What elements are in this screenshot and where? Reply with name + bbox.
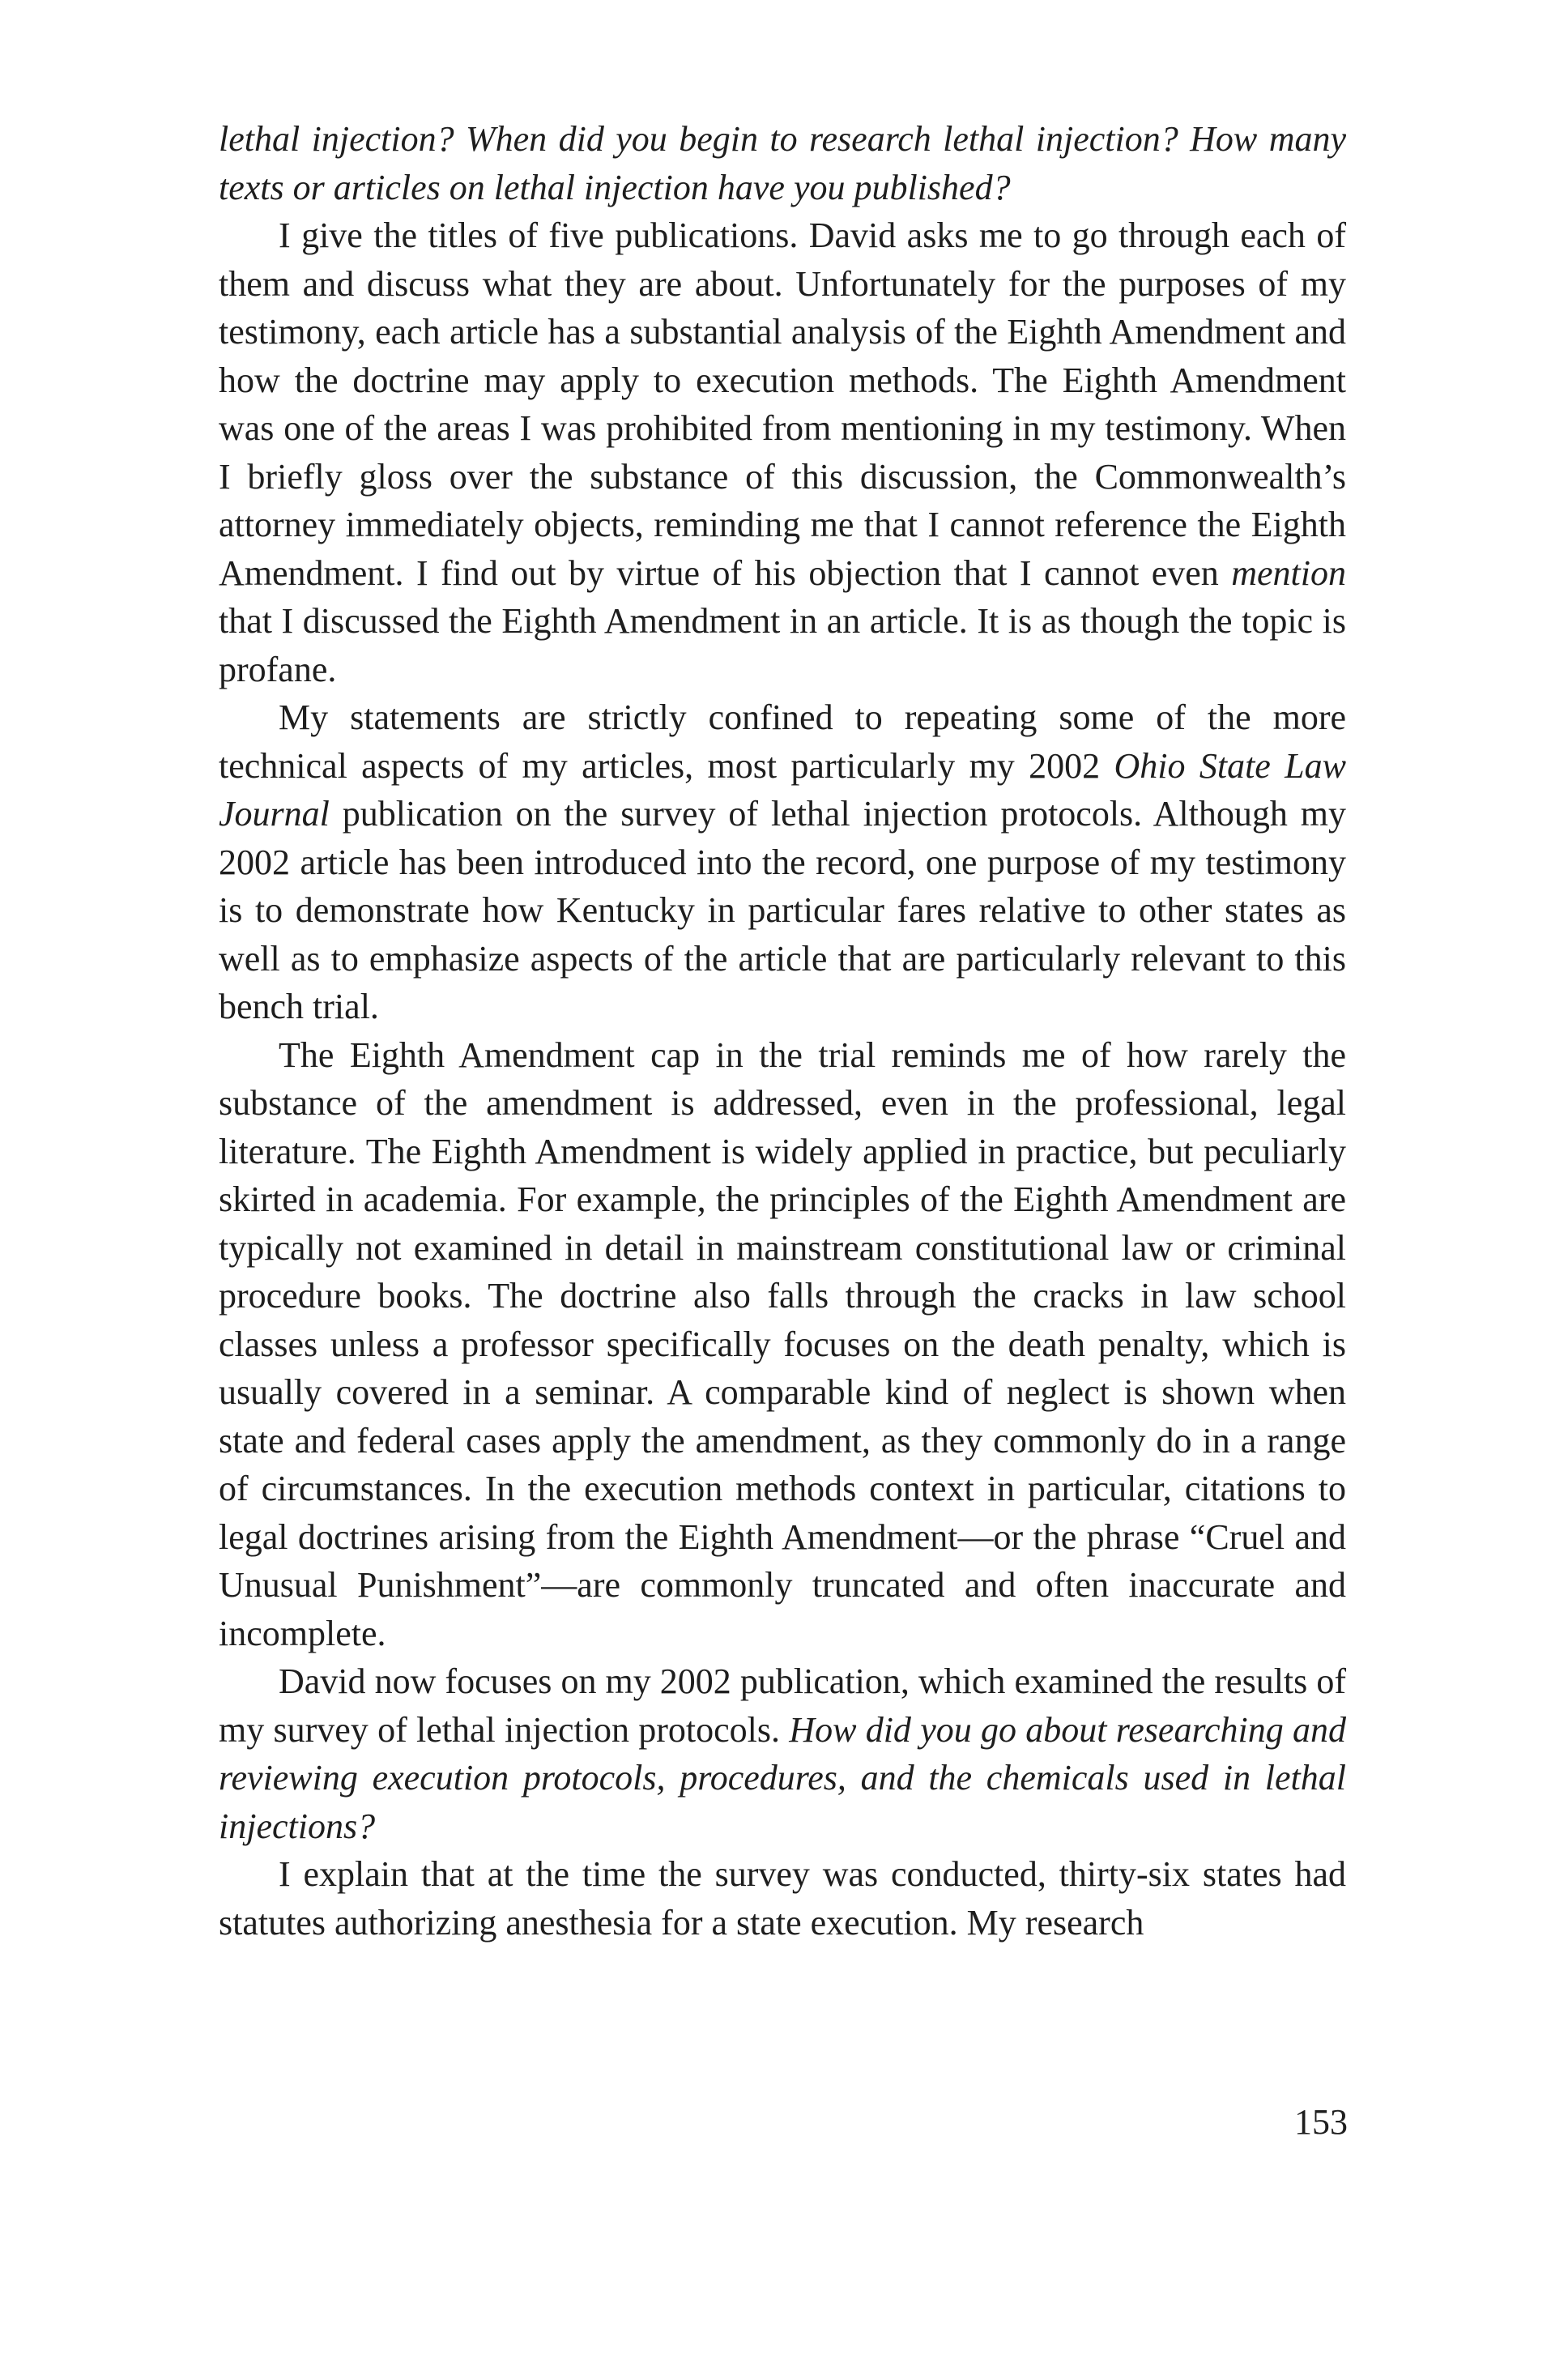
page-number: 153 <box>1294 2102 1348 2142</box>
paragraph-text: I explain that at the time the survey was conducted, thirty-six states had statutes authorizing anesthesia for a state execution. My research <box>219 1854 1346 1943</box>
page-body <box>219 115 1346 1947</box>
paragraph-text: My statements are strictly confined to repeating some of the more technical aspects of my articles, most particularly my 2002 <box>219 697 1346 786</box>
emphasis-text: mention <box>1231 552 1346 593</box>
paragraph-text: I give the titles of five publications. David asks me to go through each of them and discuss what they are about. Unfortunately for the purposes of my testimony, each article has a substantial analysis of the Eighth Amendment and how the doctrine may apply to execution methods. The Eighth Amendment was one of the areas I was prohibited from mentioning in my testimony. When I briefly gloss over the substance of this discussion, the Commonwealth’s attorney immediately objects, reminding me that I cannot reference the Eighth Amendment. I find out by virtue of his objection that I cannot even <box>219 215 1346 593</box>
paragraph-text: The Eighth Amendment cap in the trial reminds me of how rarely the substance of the amendment is addressed, even in the professional, legal literature. The Eighth Amendment is widely applied in practice, but peculiarly skirted in academia. For example, the principles of the Eighth Amendment are typically not examined in detail in mainstream constitutional law or criminal procedure books. The doctrine also falls through the cracks in law school classes unless a professor specifically focuses on the death penalty, which is usually covered in a seminar. A comparable kind of neglect is shown when state and federal cases apply the amendment, as they commonly do in a range of circumstances. In the execution methods context in particular, citations to legal doctrines arising from the Eighth Amendment—or the phrase “Cruel and Unusual Punishment”—are commonly truncated and often inaccurate and incomplete. <box>219 1034 1346 1653</box>
paragraph-4 <box>219 1031 1346 1658</box>
paragraph-text: David now focuses on my 2002 publication, which examined the results of my survey of lethal injection protocols. <box>219 1661 1346 1750</box>
paragraph-text: publication on the survey of lethal injection protocols. Although my 2002 article has been introduced into the record, one purpose of my testimony is to demonstrate how Kentucky in particular fares relative to other states as well as to emphasize aspects of the article that are particularly relevant to this bench trial. <box>219 794 1346 1026</box>
paragraph-6 <box>219 1850 1346 1947</box>
paragraph-5 <box>219 1657 1346 1850</box>
question-text: lethal injection? When did you begin to research lethal injection? How many texts or articles on lethal injection have you published? <box>219 119 1346 207</box>
question-text: How did you go about researching and reviewing execution protocols, procedures, and the chemicals used in lethal injections? <box>219 1709 1346 1846</box>
paragraph-3 <box>219 693 1346 1031</box>
paragraph-1 <box>219 115 1346 211</box>
paragraph-2 <box>219 211 1346 693</box>
paragraph-text: that I discussed the Eighth Amendment in an article. It is as though the topic is profane. <box>219 601 1346 689</box>
journal-title: Ohio State Law Journal <box>219 745 1346 834</box>
